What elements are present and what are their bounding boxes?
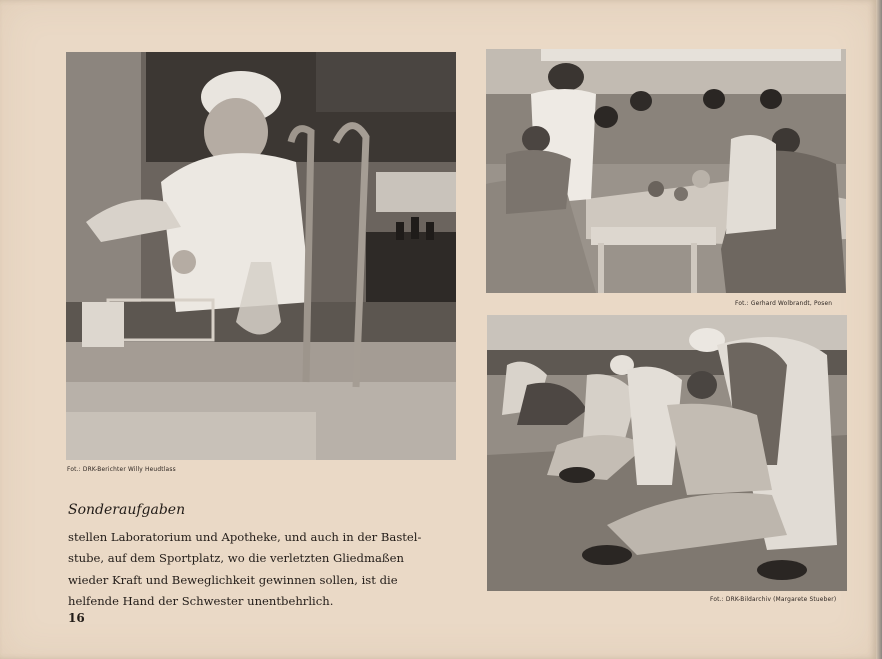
body-line: wieder Kraft und Beweglichkeit gewinnen sollen, ist die: [68, 572, 398, 587]
body-line: helfende Hand der Schwester unentbehrlich.: [68, 593, 334, 608]
craft-room-photo: [486, 49, 846, 293]
laboratory-photo-credit: Fot.: DRK-Berichter Willy Heudtlass: [67, 465, 176, 473]
laboratory-photo: [66, 52, 456, 460]
body-paragraph: [68, 527, 422, 612]
page-edge: [876, 0, 882, 659]
body-line: stellen Laboratorium und Apotheke, und auch in der Bastel-: [68, 530, 422, 544]
sports-field-photo-credit: Fot.: DRK-Bildarchiv (Margarete Stueber): [710, 595, 837, 603]
sports-field-photo: [487, 315, 847, 591]
section-heading: Sonderaufgaben: [68, 502, 186, 518]
body-line: stube, auf dem Sportplatz, wo die verletzten Gliedmaßen: [68, 551, 404, 566]
craft-room-photo-credit: Fot.: Gerhard Wolbrandt, Posen: [735, 299, 833, 307]
page-number: 16: [68, 611, 85, 625]
